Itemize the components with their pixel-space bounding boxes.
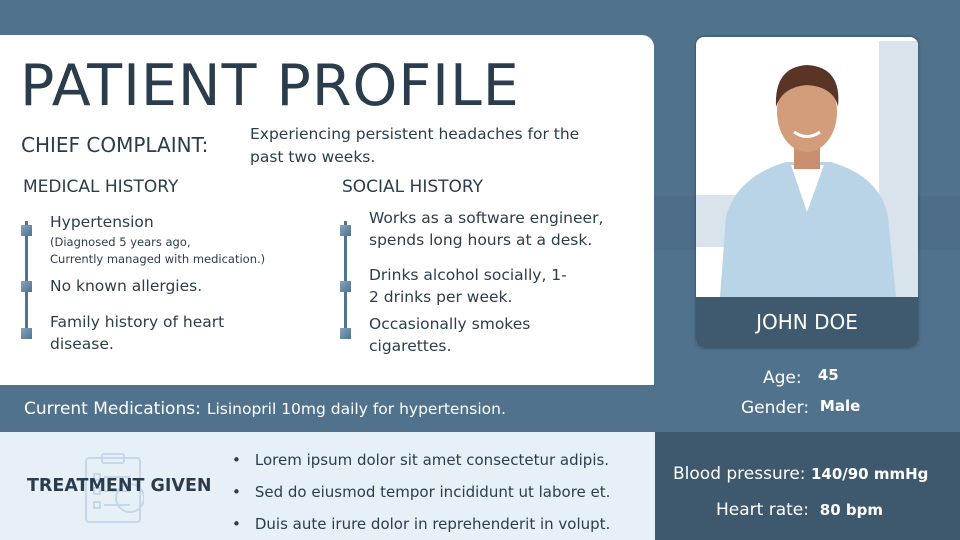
timeline-line xyxy=(25,221,28,331)
patient-gender: Gender: Male xyxy=(741,397,861,418)
vitals-panel xyxy=(655,432,960,540)
list-item: Occasionally smokes cigarettes. xyxy=(369,315,531,355)
treatment-label: TREATMENT GIVEN xyxy=(27,476,212,496)
timeline-marker xyxy=(21,328,32,339)
list-item: Hypertension (Diagnosed 5 years ago, Currently managed with medication.) xyxy=(50,213,266,266)
patient-avatar xyxy=(696,37,918,297)
list-item: Works as a software engineer, spends long hours at a desk. xyxy=(369,209,604,249)
timeline-marker xyxy=(340,328,351,339)
blood-pressure: Blood pressure: 140/90 mmHg xyxy=(673,464,929,484)
list-item: No known allergies. xyxy=(50,277,203,295)
timeline-marker xyxy=(21,281,32,292)
chief-complaint-text: Experiencing persistent headaches for the past two weeks. xyxy=(250,125,580,166)
timeline-marker xyxy=(21,225,32,236)
chief-complaint-label: CHIEF COMPLAINT: xyxy=(21,133,209,157)
patient-name: JOHN DOE xyxy=(696,297,918,348)
timeline-line xyxy=(344,221,347,331)
list-item: • Duis aute irure dolor in reprehenderit in volupt. xyxy=(232,508,610,540)
patient-photo-card xyxy=(696,37,918,348)
heart-rate: Heart rate: 80 bpm xyxy=(716,500,883,520)
list-item: • Lorem ipsum dolor sit amet consectetur adipis. xyxy=(232,444,610,476)
patient-age: Age: 45 xyxy=(763,366,839,388)
list-item: Family history of heart disease. xyxy=(50,313,225,353)
timeline-marker xyxy=(340,281,351,292)
timeline-marker xyxy=(340,225,351,236)
treatment-list xyxy=(232,444,610,540)
profile-card xyxy=(0,35,654,385)
current-medications: Current Medications: Lisinopril 10mg daily for hypertension. xyxy=(24,399,506,419)
social-history-heading: SOCIAL HISTORY xyxy=(342,177,484,197)
medical-history-heading: MEDICAL HISTORY xyxy=(23,177,179,197)
list-item: Drinks alcohol socially, 1-2 drinks per week. xyxy=(369,266,567,306)
page-title: PATIENT PROFILE xyxy=(20,53,520,119)
treatment-panel xyxy=(0,432,655,540)
list-item: • Sed do eiusmod tempor incididunt ut labore et. xyxy=(232,476,610,508)
